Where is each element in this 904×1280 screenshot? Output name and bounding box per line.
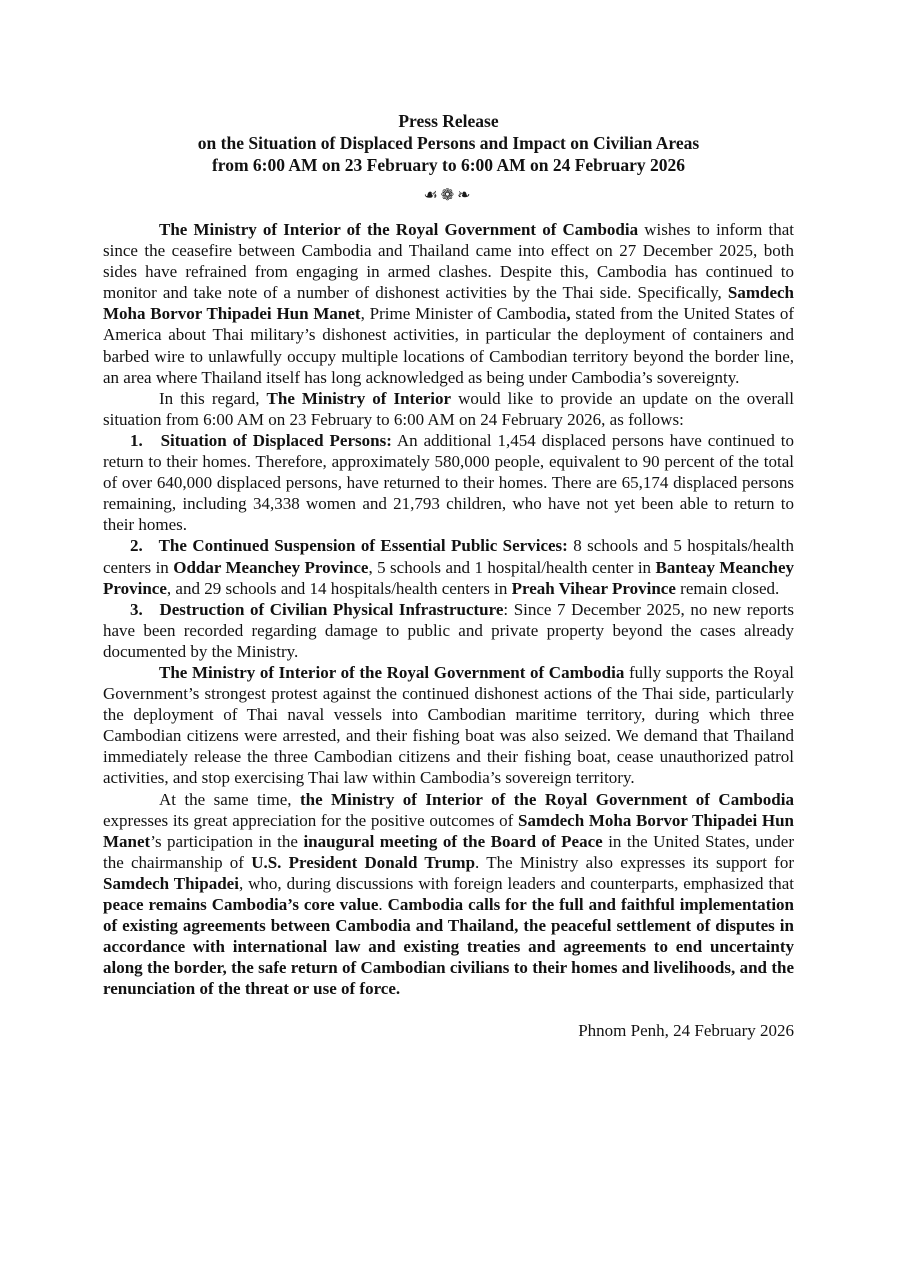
text-run: 8 schools and 5 hospitals/health centers in xyxy=(103,536,794,577)
numbered-item xyxy=(103,535,794,598)
bold-run: The Ministry of Interior xyxy=(266,388,452,408)
bold-run: The Ministry of Interior of the Royal Government of Cambodia xyxy=(159,662,625,682)
text-run: in the United States, under the chairmanship of xyxy=(103,831,794,872)
paragraph xyxy=(103,388,794,430)
bold-run: , xyxy=(566,304,571,324)
document-title xyxy=(103,110,794,176)
bold-run: Cambodia calls for the full and faithful implementation of existing agreements between Cambodia and Thailand, the peaceful settlement of disputes in accordance with international law and existing treaties and agreements to end uncertainty along the border, the safe return of Cambodian civilians to their homes and livelihoods, and the renunciation of the threat or use of force. xyxy=(103,895,794,999)
closing-dateline: Phnom Penh, 24 February 2026 xyxy=(578,1021,794,1041)
bold-run: 1. Situation of Displaced Persons: xyxy=(130,430,392,450)
numbered-item xyxy=(103,599,794,662)
text-run: At the same time, xyxy=(159,789,300,809)
bold-run: Samdech Moha Borvor Thipadei Hun Manet xyxy=(103,810,794,851)
text-run: , Prime Minister of Cambodia xyxy=(360,304,567,324)
text-run: wishes to inform that since the ceasefire between Cambodia and Thailand came into effect on 27 December 2025, both sides have refrained from engaging in armed clashes. Despite this, Cambodia has continued to monitor and take note of a number of dishonest activities by the Thai side. Specifically, xyxy=(103,220,794,303)
document-body xyxy=(103,219,794,999)
bold-run: Banteay Meanchey Province xyxy=(103,557,795,598)
bold-run: inaugural meeting of the Board of Peace xyxy=(303,831,603,851)
bold-run: peace remains Cambodia’s core value xyxy=(103,895,379,914)
text-run: fully supports the Royal Government’s strongest protest against the continued dishonest actions of the Thai side, particularly the deployment of Thai naval vessels into Cambodian maritime territory, during which three Cambodian citizens were arrested, and their fishing boat was also seized. We demand that Thailand immediately release the three Cambodian citizens and their fishing boat, cease unauthorized patrol activities, and stop exercising Thai law within Cambodia’s sovereign territory. xyxy=(103,662,794,788)
title-line-1: Press Release xyxy=(398,111,499,131)
text-run: would like to provide an update on the overall situation from 6:00 AM on 23 February to 6:00 AM on 24 February 2026, as follows: xyxy=(103,388,794,429)
paragraph xyxy=(103,789,794,1000)
paragraph xyxy=(103,662,794,789)
numbered-item xyxy=(103,430,794,535)
text-run: stated from the United States of America about Thai military’s dishonest activities, in particular the deployment of containers and barbed wire to unlawfully occupy multiple locations of Cambodian territory beyond the border line, an area where Thailand itself has long acknowledged as being under Cambodia’s sovereignty. xyxy=(103,304,794,387)
text-run: expresses its great appreciation for the positive outcomes of xyxy=(103,810,519,830)
text-run: : Since 7 December 2025, no new reports have been recorded regarding damage to public and private property beyond the cases already documented by the Ministry. xyxy=(103,599,794,661)
bold-run: U.S. President Donald Trump xyxy=(251,852,476,872)
text-run: An additional 1,454 displaced persons have continued to return to their homes. Therefore, approximately 580,000 people, equivalent to 90 percent of the total of over 640,000 displaced persons, have returned to their homes. There are 65,174 displaced persons remaining, including 34,338 women and 21,793 children, who have not yet been able to return to their homes. xyxy=(103,430,794,535)
fleuron-ornament-icon: ☙❁❧ xyxy=(423,185,474,204)
title-line-3: from 6:00 AM on 23 February to 6:00 AM on 24 February 2026 xyxy=(211,155,686,175)
bold-run: 2. The Continued Suspension of Essential Public Services: xyxy=(130,536,568,556)
bold-run: The Ministry of Interior of the Royal Government of Cambodia xyxy=(159,220,639,239)
bold-run: 3. Destruction of Civilian Physical Infrastructure xyxy=(130,599,504,619)
bold-run: Oddar Meanchey Province xyxy=(173,557,369,577)
text-run: . The Ministry also expresses its support for xyxy=(475,852,794,872)
text-run: remain closed. xyxy=(675,578,780,598)
bold-run: the Ministry of Interior of the Royal Government of Cambodia xyxy=(299,789,794,809)
text-run: ’s participation in the xyxy=(150,831,304,851)
title-line-2: on the Situation of Displaced Persons and Impact on Civilian Areas xyxy=(197,133,700,153)
text-run: In this regard, xyxy=(159,388,267,408)
bold-run: Samdech Thipadei xyxy=(103,873,239,893)
text-run: , who, during discussions with foreign leaders and counterparts, emphasized that xyxy=(238,873,794,893)
paragraph xyxy=(103,219,794,388)
text-run: , and 29 schools and 14 hospitals/health centers in xyxy=(166,578,512,598)
text-run: , 5 schools and 1 hospital/health center in xyxy=(368,557,656,577)
text-run: . xyxy=(378,895,388,914)
bold-run: Samdech Moha Borvor Thipadei Hun Manet xyxy=(103,283,794,324)
bold-run: Preah Vihear Province xyxy=(511,578,676,598)
